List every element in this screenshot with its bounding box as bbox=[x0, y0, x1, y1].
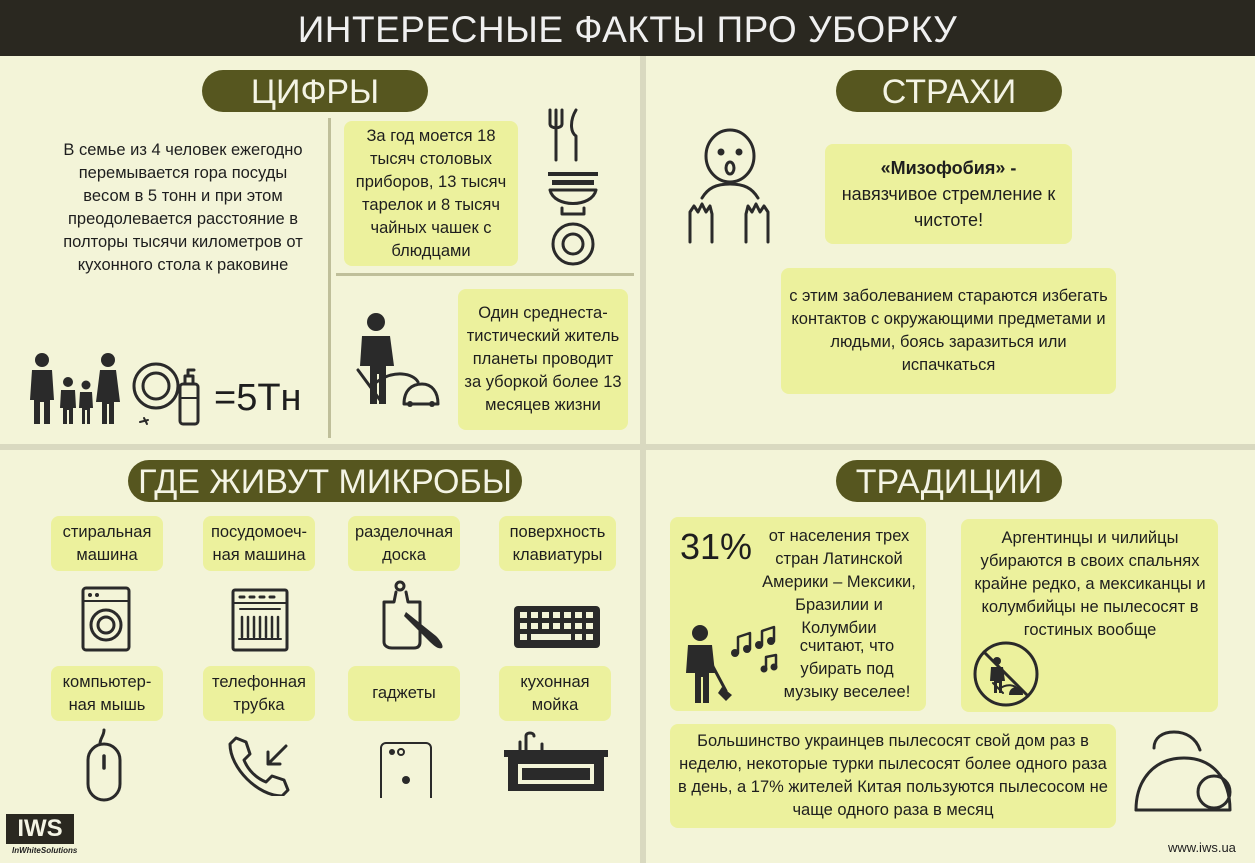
microbe-label: кухонная мойка bbox=[520, 672, 590, 714]
microbe-item-gadgets bbox=[348, 666, 460, 721]
percent-text: от населения трех стран Латинской Америки – Мексики, Бразилии и Колумбии bbox=[762, 527, 916, 637]
family-dishes-text: В семье из 4 человек ежегодно перемывается гора посуды весом в 5 тонн и при этом преодолевается расстояние в полторы тысячи километров от кухонного стола к раковине bbox=[63, 141, 303, 274]
months-fact-text: Один среднеста-тистический житель планеты проводит за уборкой более 13 месяцев жизни bbox=[464, 304, 622, 414]
microbe-item-keyboard bbox=[499, 516, 616, 571]
microbes-heading: ГДЕ ЖИВУТ МИКРОБЫ bbox=[128, 460, 522, 502]
numbers-heading: ЦИФРЫ bbox=[202, 70, 428, 112]
mouse-icon bbox=[84, 728, 124, 804]
microbe-label: разделочная доска bbox=[354, 522, 454, 564]
family-icon bbox=[28, 352, 122, 424]
microbe-item-phone bbox=[203, 666, 315, 721]
vertical-divider bbox=[640, 56, 646, 863]
plate-bottle-icon bbox=[130, 356, 206, 428]
misophobia-definition: навязчивое стремление к чистоте! bbox=[841, 184, 1056, 230]
microbe-item-cutting-board bbox=[348, 516, 460, 571]
website-link[interactable]: www.iws.ua bbox=[1168, 840, 1236, 855]
ukraine-fact-box bbox=[670, 724, 1116, 828]
microbe-item-kitchen-sink bbox=[499, 666, 611, 721]
person-vacuuming-icon bbox=[352, 312, 444, 408]
misophobia-box bbox=[825, 144, 1072, 244]
fears-description-box bbox=[781, 268, 1116, 394]
dishes-fact-text: За год моется 18 тысяч столовых приборов, 13 тысяч тарелок и 8 тысяч чайных чашек с блюдцами bbox=[355, 126, 507, 260]
phone-icon bbox=[228, 734, 294, 796]
cutting-board-icon bbox=[378, 578, 448, 650]
fears-description-text: с этим заболеванием стараются избегать контактов с окружающими предметами и людьми, боясь заразиться или испачкаться bbox=[789, 287, 1108, 374]
dishwasher-icon bbox=[230, 587, 290, 653]
numbers-divider-vertical bbox=[328, 118, 331, 438]
iws-logo: IWS bbox=[6, 814, 74, 844]
misophobia-term: «Мизофобия» - bbox=[880, 158, 1017, 178]
dishes-fact-box bbox=[344, 121, 518, 266]
kitchen-sink-icon bbox=[502, 728, 610, 794]
microbe-item-mouse bbox=[51, 666, 163, 721]
five-tons-equation: =5Тн bbox=[214, 377, 302, 419]
scared-person-icon bbox=[680, 126, 780, 248]
argentina-text: Аргентинцы и чилийцы убираются в своих спальнях крайне редко, а мексиканцы и колумбийцы не пылесосят в гостиных вообще bbox=[974, 529, 1206, 639]
cutlery-dishes-icon bbox=[544, 106, 602, 272]
microbe-item-washing-machine bbox=[51, 516, 163, 571]
months-fact-box bbox=[458, 289, 628, 430]
no-vacuuming-icon bbox=[971, 639, 1041, 709]
vacuum-cleaner-icon bbox=[1130, 728, 1234, 816]
microbe-label: стиральная машина bbox=[62, 522, 152, 564]
microbe-label: гаджеты bbox=[372, 684, 436, 702]
music-fact-box bbox=[670, 517, 926, 711]
microbe-label: компьютер-ная мышь bbox=[62, 672, 152, 714]
washing-machine-icon bbox=[80, 585, 132, 653]
percent-value: 31% bbox=[680, 526, 753, 567]
ukraine-fact-text: Большинство украинцев пылесосят свой дом раз в неделю, некоторые турки пылесосят более одного раза в день, а 17% жителей Китая пользуются пылесосом не чаще одного раза в месяц bbox=[678, 732, 1108, 819]
music-text: считают, что убирать под музыку веселее! bbox=[783, 637, 911, 701]
microbe-label: поверхность клавиатуры bbox=[509, 522, 606, 564]
horizontal-divider bbox=[0, 444, 1255, 450]
microbe-label: посудомоеч-ная машина bbox=[210, 522, 308, 564]
smartphone-icon bbox=[378, 740, 434, 798]
logo-subtitle: InWhiteSolutions bbox=[12, 846, 78, 855]
traditions-heading: ТРАДИЦИИ bbox=[836, 460, 1062, 502]
page-title: ИНТЕРЕСНЫЕ ФАКТЫ ПРО УБОРКУ bbox=[297, 9, 958, 50]
keyboard-icon bbox=[512, 600, 602, 650]
argentina-fact-box bbox=[961, 519, 1218, 712]
microbe-label: телефонная трубка bbox=[212, 672, 306, 714]
fears-heading: СТРАХИ bbox=[836, 70, 1062, 112]
microbe-item-dishwasher bbox=[203, 516, 315, 571]
numbers-divider-horizontal bbox=[336, 273, 634, 276]
